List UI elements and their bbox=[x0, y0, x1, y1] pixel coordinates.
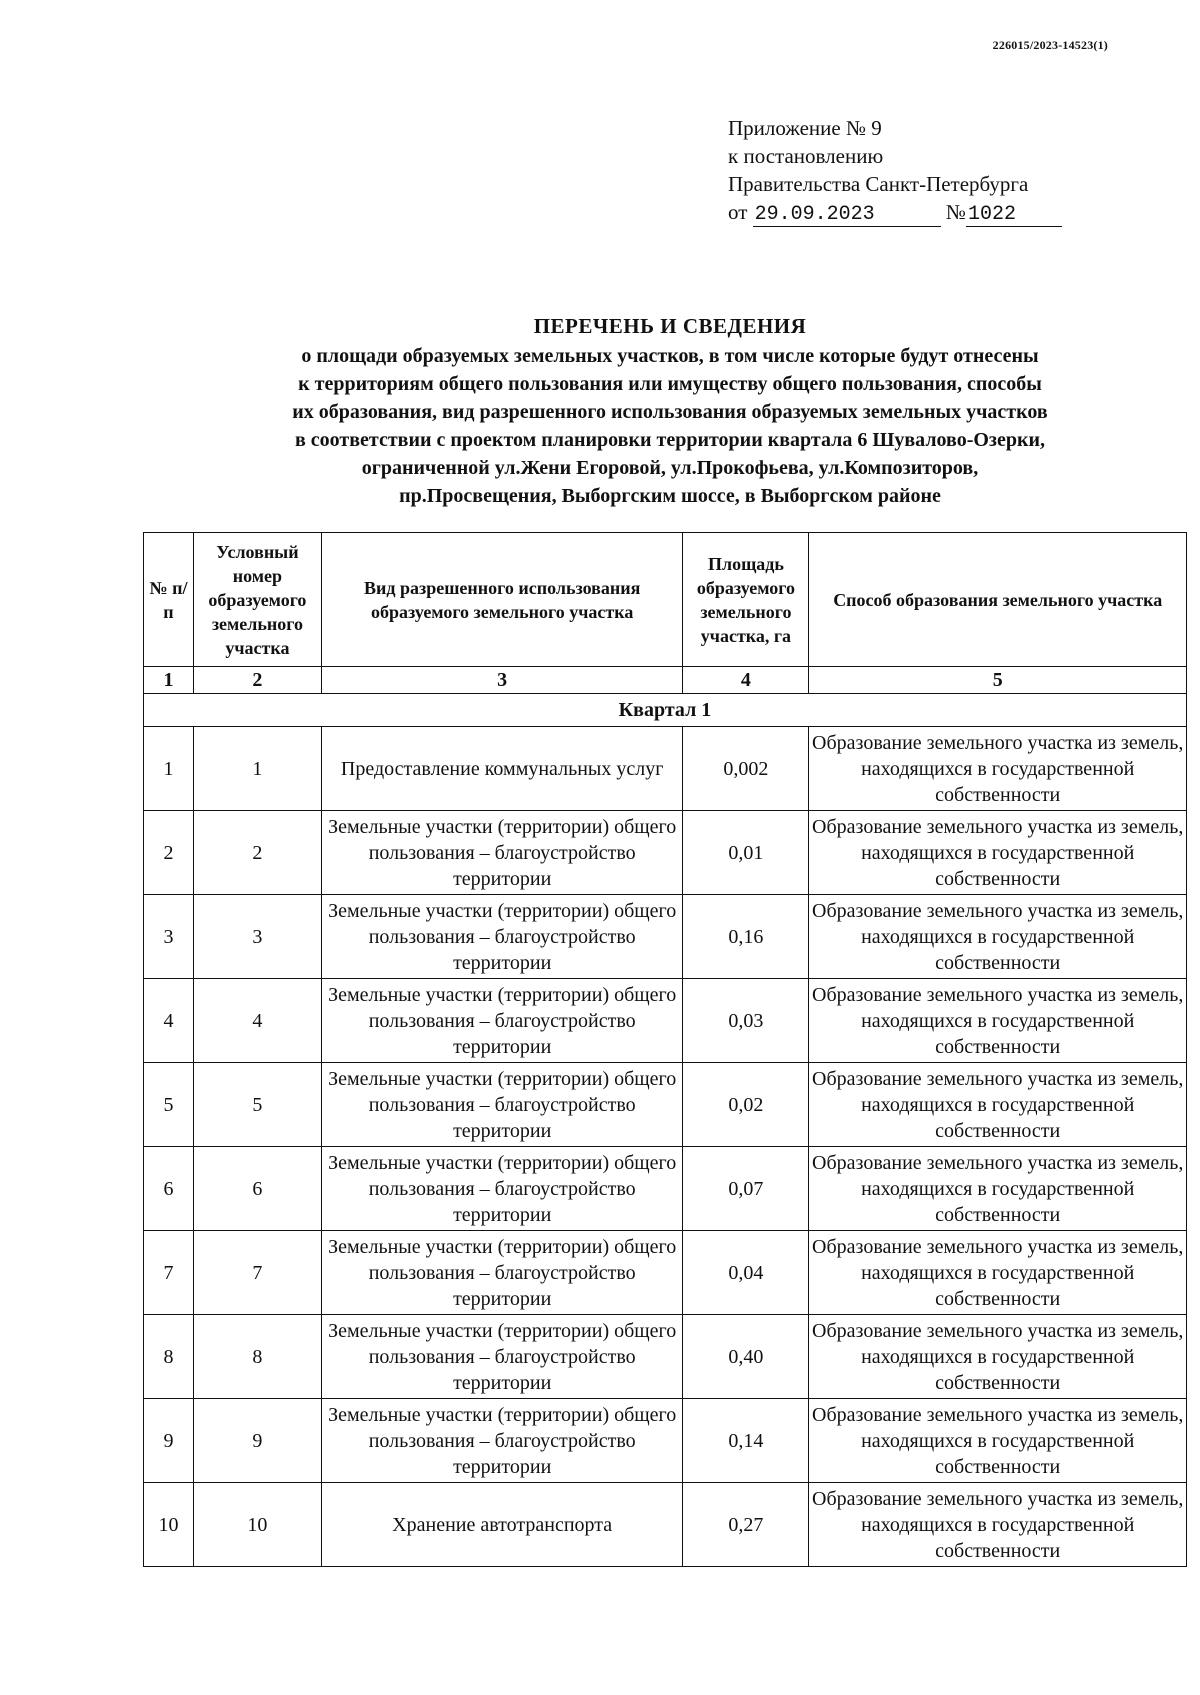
header-area: Площадь образуемого земельного участка, га bbox=[683, 533, 809, 667]
row-formation-method: Образование земельного участка из земель, находящихся в государственной собственности bbox=[809, 1147, 1187, 1231]
row-permitted-use: Земельные участки (территории) общего пользования – благоустройство территории bbox=[321, 811, 683, 895]
row-index: 10 bbox=[144, 1483, 194, 1567]
section-title: Квартал 1 bbox=[144, 694, 1187, 727]
appendix-line-2: к постановлению bbox=[728, 144, 884, 168]
row-index: 2 bbox=[144, 811, 194, 895]
document-title bbox=[130, 312, 1200, 510]
row-area: 0,07 bbox=[683, 1147, 809, 1231]
date-prefix: от bbox=[728, 200, 748, 224]
row-index: 8 bbox=[144, 1315, 194, 1399]
appendix-line-3: Правительства Санкт-Петербурга bbox=[728, 172, 1029, 196]
row-conditional-number: 7 bbox=[193, 1231, 321, 1315]
row-conditional-number: 1 bbox=[193, 727, 321, 811]
resolution-number: 1022 bbox=[966, 204, 1062, 227]
column-number: 4 bbox=[683, 667, 809, 694]
column-numbers-row bbox=[144, 667, 1187, 694]
header-formation-method: Способ образования земельного участка bbox=[809, 533, 1187, 667]
row-formation-method: Образование земельного участка из земель, находящихся в государственной собственности bbox=[809, 1399, 1187, 1483]
section-row bbox=[144, 694, 1187, 727]
land-plots-table bbox=[143, 532, 1187, 1567]
row-permitted-use: Земельные участки (территории) общего пользования – благоустройство территории bbox=[321, 1063, 683, 1147]
title-line: пр.Просвещения, Выборгским шоссе, в Выборгском районе bbox=[399, 485, 941, 507]
row-permitted-use: Земельные участки (территории) общего пользования – благоустройство территории bbox=[321, 1399, 683, 1483]
row-index: 1 bbox=[144, 727, 194, 811]
row-permitted-use: Земельные участки (территории) общего пользования – благоустройство территории bbox=[321, 1315, 683, 1399]
row-permitted-use: Земельные участки (территории) общего пользования – благоустройство территории bbox=[321, 979, 683, 1063]
row-permitted-use: Земельные участки (территории) общего пользования – благоустройство территории bbox=[321, 895, 683, 979]
column-number: 1 bbox=[144, 667, 194, 694]
row-conditional-number: 4 bbox=[193, 979, 321, 1063]
table-header-row bbox=[144, 533, 1187, 667]
table-row bbox=[144, 1399, 1187, 1483]
row-permitted-use: Хранение автотранспорта bbox=[321, 1483, 683, 1567]
row-area: 0,02 bbox=[683, 1063, 809, 1147]
header-permitted-use: Вид разрешенного использования образуемого земельного участка bbox=[321, 533, 683, 667]
title-line: в соответствии с проектом планировки территории квартала 6 Шувалово-Озерки, bbox=[295, 429, 1045, 451]
column-number: 2 bbox=[193, 667, 321, 694]
table-row bbox=[144, 1147, 1187, 1231]
row-formation-method: Образование земельного участка из земель, находящихся в государственной собственности bbox=[809, 895, 1187, 979]
row-formation-method: Образование земельного участка из земель, находящихся в государственной собственности bbox=[809, 811, 1187, 895]
table-row bbox=[144, 727, 1187, 811]
row-conditional-number: 3 bbox=[193, 895, 321, 979]
row-area: 0,14 bbox=[683, 1399, 809, 1483]
row-area: 0,002 bbox=[683, 727, 809, 811]
row-area: 0,40 bbox=[683, 1315, 809, 1399]
row-permitted-use: Земельные участки (территории) общего пользования – благоустройство территории bbox=[321, 1231, 683, 1315]
title-line: о площади образуемых земельных участков, в том числе которые будут отнесены bbox=[301, 345, 1039, 367]
row-formation-method: Образование земельного участка из земель, находящихся в государственной собственности bbox=[809, 1483, 1187, 1567]
row-conditional-number: 2 bbox=[193, 811, 321, 895]
row-index: 7 bbox=[144, 1231, 194, 1315]
resolution-date: 29.09.2023 bbox=[753, 204, 941, 227]
appendix-line-1: Приложение № 9 bbox=[728, 116, 882, 140]
title-main: ПЕРЕЧЕНЬ И СВЕДЕНИЯ bbox=[533, 314, 807, 338]
title-line: их образования, вид разрешенного использования образуемых земельных участков bbox=[292, 401, 1048, 423]
row-conditional-number: 9 bbox=[193, 1399, 321, 1483]
row-index: 4 bbox=[144, 979, 194, 1063]
table-row bbox=[144, 1483, 1187, 1567]
row-area: 0,16 bbox=[683, 895, 809, 979]
row-conditional-number: 8 bbox=[193, 1315, 321, 1399]
table-row bbox=[144, 811, 1187, 895]
row-conditional-number: 10 bbox=[193, 1483, 321, 1567]
column-number: 5 bbox=[809, 667, 1187, 694]
header-index: № п/п bbox=[144, 533, 194, 667]
row-conditional-number: 5 bbox=[193, 1063, 321, 1147]
row-formation-method: Образование земельного участка из земель, находящихся в государственной собственности bbox=[809, 1315, 1187, 1399]
row-index: 3 bbox=[144, 895, 194, 979]
table-row bbox=[144, 1231, 1187, 1315]
document-id: 226015/2023-14523(1) bbox=[992, 38, 1108, 52]
title-line: к территориям общего пользования или имуществу общего пользования, способы bbox=[298, 373, 1042, 395]
number-prefix: № bbox=[945, 200, 966, 224]
row-area: 0,01 bbox=[683, 811, 809, 895]
row-permitted-use: Предоставление коммунальных услуг bbox=[321, 727, 683, 811]
header-conditional-number: Условный номер образуемого земельного участка bbox=[193, 533, 321, 667]
table-row bbox=[144, 979, 1187, 1063]
row-index: 9 bbox=[144, 1399, 194, 1483]
column-number: 3 bbox=[321, 667, 683, 694]
table-row bbox=[144, 1315, 1187, 1399]
appendix-signature-line bbox=[728, 198, 1062, 227]
table-row bbox=[144, 895, 1187, 979]
table-row bbox=[144, 1063, 1187, 1147]
row-conditional-number: 6 bbox=[193, 1147, 321, 1231]
row-formation-method: Образование земельного участка из земель, находящихся в государственной собственности bbox=[809, 979, 1187, 1063]
row-area: 0,27 bbox=[683, 1483, 809, 1567]
appendix-block bbox=[728, 114, 1062, 227]
row-formation-method: Образование земельного участка из земель, находящихся в государственной собственности bbox=[809, 727, 1187, 811]
title-line: ограниченной ул.Жени Егоровой, ул.Прокофьева, ул.Композиторов, bbox=[361, 457, 979, 479]
row-formation-method: Образование земельного участка из земель, находящихся в государственной собственности bbox=[809, 1231, 1187, 1315]
row-permitted-use: Земельные участки (территории) общего пользования – благоустройство территории bbox=[321, 1147, 683, 1231]
row-index: 6 bbox=[144, 1147, 194, 1231]
row-index: 5 bbox=[144, 1063, 194, 1147]
row-formation-method: Образование земельного участка из земель, находящихся в государственной собственности bbox=[809, 1063, 1187, 1147]
row-area: 0,03 bbox=[683, 979, 809, 1063]
row-area: 0,04 bbox=[683, 1231, 809, 1315]
